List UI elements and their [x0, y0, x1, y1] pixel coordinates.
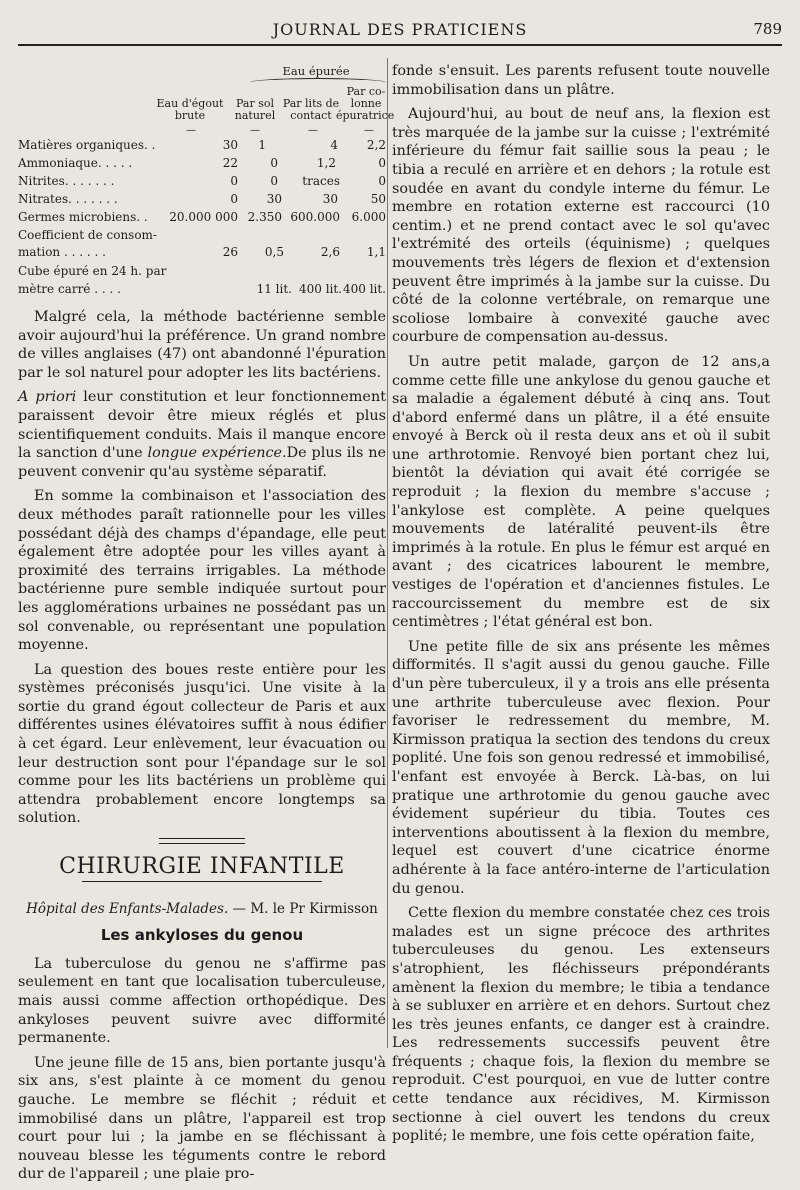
table-cell: 11 lit. [256, 282, 292, 296]
table-dash: — [364, 125, 374, 136]
table-column-header: épuratrice [336, 109, 395, 122]
table-cell: 50 [370, 192, 386, 206]
table-row-label: Cube épuré en 24 h. par [18, 264, 167, 278]
paragraph: En somme la combinaison et l'association des deux méthodes paraît rationnelle pour les villes possédant déjà des champs d'épandage, elle peut également être adoptée pour les villes ayant à proximité des terrains irrigables. La méthode bactérienne pure semble indiquée surtout pour les agglomérations urbaines ne possédant pas un sol convenable, ou représentant une population moyenne. [18, 488, 386, 654]
table-cell: 2.350 [247, 210, 282, 224]
paragraph-text: leur constitution et leur fonctionnement paraissent devoir être mieux réglés et plus scientifiquement conduits. Mais il manque encore la sanction d'une [18, 389, 386, 462]
table-cell: 1,2 [316, 156, 336, 170]
table-column-header: Par lits de [282, 97, 340, 110]
table-cell: 400 lit. [298, 282, 342, 296]
paragraph: Une jeune fille de 15 ans, bien portante jusqu'à six ans, s'est plainte à ce moment du genou gauche. Le membre se fléchit ; réduit et immobilisé dans un plâtre, l'appareil est trop court pour lui ; la jambe en se fléchissant à nouveau blesse les téguments contre le rebord dur de l'appareil ; une plaie pro- [18, 1054, 386, 1183]
paragraph: La question des boues reste entière pour les systèmes préconisés jusqu'ici. Une visite à la sortie du grand égout collecteur de Paris et aux différentes usines élévatoires suffit à nous édifier à cet égard. Leur enlèvement, leur évacuation ou leur destruction sont pour l'épandage sur le sol comme pour les lits bactériens un problème qui attendra probablement encore longtemps sa solution. [18, 661, 386, 827]
table-cell: 1,1 [366, 245, 386, 259]
section-title: CHIRURGIE INFANTILE [59, 854, 345, 880]
hospital-name: Hôpital des Enfants-Malades. [26, 900, 229, 917]
table-cell: 1 [258, 138, 266, 152]
paragraph: Un autre petit malade, garçon de 12 ans,a comme cette fille une ankylose du genou gauche et sa maladie a également débuté à cinq ans. Tout d'abord enfermé dans un plâtre, il a été ensuite envoyé à Berck où il resta deux ans et où il subit une arthrotomie. Renvoyé bien portant chez lui, bientôt la déviation qui avait été corrigée se reproduit ; la flexion du membre s'accuse ; l'ankylose est complète. A peine quelques mouvements de latéralité peuvent-ils être imprimés à la rotule. En plus le fémur est arqué en avant ; des cicatrices labourent le membre, vestiges de l'opération et d'anciennes fistules. Le raccourcissement du membre est de six centimètres ; l'état général est bon. [392, 353, 770, 631]
table-cell: 0 [378, 174, 386, 188]
table-row-label: Germes microbiens. . [18, 210, 148, 224]
table-cell: 600.000 [290, 210, 340, 224]
table-cell: 30 [266, 192, 282, 206]
table-cell: 400 lit. [342, 282, 386, 296]
table-cell: 6.000 [351, 210, 386, 224]
table-last-row [18, 280, 386, 300]
page-number: 789 [753, 20, 782, 38]
table-row-label: Nitrates. . . . . . . [18, 192, 118, 206]
paragraph: Aujourd'hui, au bout de neuf ans, la flexion est très marquée de la jambe sur la cuisse ; l'extrémité inférieure du fémur fait saillie sous la peau ; le tibia a reculé en arrière et en dehors ; la rotule est soudée en avant du condyle interne du fémur. Le membre en rotation externe est raccourci (10 centim.) et ne prend contact avec le sol qu'avec l'extrémité des orteils (équinisme) ; quelques mouvements très légers de flexion et d'extension peuvent être imprimés à la jambe sur la cuisse. Du côté de la colonne vertébrale, on remarque une scoliose lombaire à convexité gauche avec courbure de compensation au-dessus. [392, 106, 770, 346]
table-column-header: naturel [234, 109, 276, 122]
table-cell: 30 [322, 192, 338, 206]
table-column-header: contact [290, 109, 332, 122]
table-cell: 22 [222, 156, 238, 170]
purification-table [18, 56, 395, 280]
table-row-label: Matières organiques. . [18, 138, 156, 152]
table-cell: 2,6 [320, 245, 340, 259]
italic-phrase: longue expérience. [147, 445, 287, 462]
table-cell: 0 [230, 192, 238, 206]
paragraph: Cette flexion du membre constatée chez ces trois malades est un signe précoce des arthrites tuberculeuses du genou. Les extenseurs s'atrophient, les fléchisseurs prépondérants amènent la flexion du membre; le tibia a tendance à se subluxer en arrière et en dehors. Surtout chez les très jeunes enfants, ce danger est à craindre. Les redressements successifs peuvent être fréquents ; chaque fois, la flexion du membre se reproduit. C'est pourquoi, en vue de lutter contre cette tendance aux récidives, M. Kirmisson sectionne à ciel ouvert les tendons du creux poplité; le membre, une fois cette opération faite, [392, 905, 770, 1145]
table-dash: — [308, 125, 318, 136]
table-cell: 0 [270, 174, 278, 188]
table-row-label: mation . . . . . . [18, 245, 106, 259]
table-cell: traces [302, 174, 340, 188]
table-group-header: Eau épurée [282, 64, 350, 78]
italic-phrase: A priori [18, 389, 77, 406]
article-source [18, 900, 386, 919]
table-column-header: Par co- [346, 85, 386, 98]
table-cell: 4 [330, 138, 338, 152]
table-row-label: Ammoniaque. . . . . [18, 156, 133, 170]
table-column-header: lonne [350, 97, 382, 110]
table-column-header: brute [174, 109, 206, 122]
table-column-header: Par sol [235, 97, 274, 110]
paragraph: fonde s'ensuit. Les parents refusent toute nouvelle immobilisation dans un plâtre. [392, 63, 770, 98]
section-separator [159, 838, 245, 844]
table-row-label: Nitrites. . . . . . . [18, 174, 115, 188]
table-cell: 0 [270, 156, 278, 170]
table-cell: 0 [378, 156, 386, 170]
right-column [392, 62, 770, 1152]
paragraph: Une petite fille de six ans présente les mêmes difformités. Il s'agit aussi du genou gauche. Fille d'un père tuberculeux, il y a trois ans elle présenta une arthrite tuberculeuse avec flexion. Pour favoriser le redressement du membre, M. Kirmisson pratiqua la section des tendons du creux poplité. Une fois son genou redressé et immobilisé, l'enfant est envoyée à Berck. Là-bas, on lui pratique une arthrotomie du genou gauche avec évidement supérieur du tibia. Toutes ces interventions aboutissent à la flexion du membre, lequel est couvert d'une cicatrice énorme adhérente à la face antéro-interne de l'articulation du genou. [392, 638, 770, 897]
article-title: Les ankyloses du genou [100, 926, 304, 945]
table-dash: — [250, 125, 260, 136]
table-cell: 0,5 [264, 245, 284, 259]
running-title: JOURNAL DES PRATICIENS [272, 20, 528, 39]
column-divider [387, 58, 388, 1048]
paragraph: La tuberculose du genou ne s'affirme pas seulement en tant que localisation tuberculeuse, mais aussi comme affection orthopédique. Des ankyloses peuvent suivre avec difformité permanente. [18, 955, 386, 1047]
table-cell: 30 [222, 138, 238, 152]
table-dash: — [186, 125, 196, 136]
author-name: — M. le Pr Kirmisson [228, 900, 378, 917]
table-row-label: Coefficient de consom- [18, 228, 157, 242]
table-cell: 0 [230, 174, 238, 188]
paragraph-text: De plus ils ne peuvent convenir qu'au système séparatif. [18, 445, 387, 480]
table-cell: 26 [222, 245, 238, 259]
table-row-label: mètre carré . . . . [18, 282, 121, 296]
table-cell: 20.000 000 [169, 210, 238, 224]
page-header [18, 16, 782, 46]
table-column-header: Eau d'égout [156, 97, 224, 110]
left-column [18, 56, 395, 1190]
section-rule [82, 881, 322, 882]
paragraph: Malgré cela, la méthode bactérienne semble avoir aujourd'hui la préférence. Un grand nombre de villes anglaises (47) ont abandonné l'épuration par le sol naturel pour adopter les lits bactériens. [18, 309, 386, 381]
table-cell: 2,2 [366, 138, 386, 152]
paragraph [18, 388, 386, 481]
